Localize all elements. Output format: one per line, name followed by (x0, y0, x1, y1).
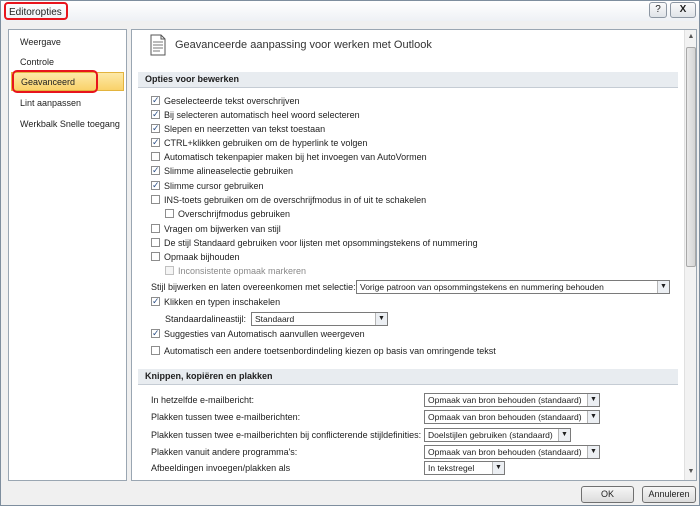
checkbox (165, 266, 174, 275)
sidebar-item-lint-aanpassen[interactable]: Lint aanpassen (20, 98, 82, 108)
option-drag-drop[interactable]: ✓Slepen en neerzetten van tekst toestaan (151, 123, 325, 136)
document-icon (149, 34, 167, 56)
checkbox[interactable] (151, 166, 160, 175)
checkbox[interactable] (151, 152, 160, 161)
checkbox[interactable] (151, 346, 160, 355)
option-normal-style-lists[interactable]: De stijl Standaard gebruiken voor lijsten met opsommingstekens of nummering (151, 237, 478, 250)
selection-highlight-outline (12, 70, 98, 93)
option-keyboard-switch[interactable]: Automatisch een andere toetsenbordindeling kiezen op basis van omringende tekst (151, 345, 496, 358)
checkbox[interactable] (165, 209, 174, 218)
checkbox[interactable] (151, 138, 160, 147)
close-button[interactable]: X (670, 2, 696, 18)
ok-button[interactable]: OK (581, 486, 634, 503)
clipboard-conflict-label: Plakken tussen twee e-mailberichten bij conflicterende stijldefinities: (151, 430, 422, 440)
option-overtype-mode[interactable]: Overschrijfmodus gebruiken (165, 208, 290, 221)
cancel-button[interactable]: Annuleren (642, 486, 696, 503)
clipboard-between-messages-label: Plakken tussen twee e-mailberichten: (151, 412, 301, 422)
checkbox[interactable] (151, 238, 160, 247)
clipboard-between-messages-dropdown[interactable]: Opmaak van bron behouden (standaard) ▼ (424, 410, 600, 424)
scroll-up-arrow-icon[interactable]: ▲ (687, 33, 695, 40)
checkbox[interactable] (151, 224, 160, 233)
scrollbar-thumb[interactable] (686, 47, 696, 267)
chevron-down-icon: ▼ (587, 411, 599, 423)
option-smart-cursor[interactable]: ✓Slimme cursor gebruiken (151, 180, 264, 193)
chevron-down-icon: ▼ (492, 462, 504, 474)
option-ins-key[interactable]: INS-toets gebruiken om de overschrijfmodus in of uit te schakelen (151, 194, 426, 207)
default-paragraph-dropdown[interactable]: Standaard ▼ (251, 312, 388, 326)
style-update-dropdown[interactable]: Vorige patroon van opsommingstekens en nummering behouden ▼ (356, 280, 670, 294)
option-prompt-style-update[interactable]: Vragen om bijwerken van stijl (151, 223, 281, 236)
chevron-down-icon: ▼ (587, 446, 599, 458)
checkbox[interactable] (151, 110, 160, 119)
sidebar-item-geavanceerd[interactable]: Geavanceerd (11, 72, 124, 91)
chevron-down-icon: ▼ (558, 429, 570, 441)
option-drawing-canvas[interactable]: Automatisch tekenpapier maken bij het invoegen van AutoVormen (151, 151, 427, 164)
title-bar (1, 1, 699, 21)
option-smart-paragraph[interactable]: ✓Slimme alineaselectie gebruiken (151, 165, 293, 178)
checkbox[interactable] (151, 252, 160, 261)
style-update-label: Stijl bijwerken en laten overeenkomen met selectie: (151, 282, 356, 292)
clipboard-same-message-label: In hetzelfde e-mailbericht: (151, 395, 255, 405)
clipboard-other-programs-dropdown[interactable]: Opmaak van bron behouden (standaard) ▼ (424, 445, 600, 459)
options-panel (131, 29, 697, 481)
checkbox[interactable] (151, 124, 160, 133)
chevron-down-icon: ▼ (657, 281, 669, 293)
option-click-and-type[interactable]: ✓Klikken en typen inschakelen (151, 296, 280, 309)
clipboard-images-label: Afbeeldingen invoegen/plakken als (151, 463, 291, 473)
option-overwrite-selection[interactable]: ✓Geselecteerde tekst overschrijven (151, 95, 300, 108)
category-sidebar (8, 29, 127, 481)
vertical-scrollbar[interactable] (684, 30, 696, 480)
clipboard-other-programs-label: Plakken vanuit andere programma's: (151, 447, 298, 457)
chevron-down-icon: ▼ (375, 313, 387, 325)
checkbox[interactable] (151, 96, 160, 105)
option-mark-inconsistencies: Inconsistente opmaak markeren (165, 265, 306, 278)
sidebar-item-weergave[interactable]: Weergave (20, 37, 61, 47)
option-select-whole-word[interactable]: ✓Bij selecteren automatisch heel woord selecteren (151, 109, 360, 122)
checkbox[interactable] (151, 329, 160, 338)
chevron-down-icon: ▼ (587, 394, 599, 406)
checkbox[interactable] (151, 297, 160, 306)
clipboard-conflict-dropdown[interactable]: Doelstijlen gebruiken (standaard) ▼ (424, 428, 571, 442)
page-heading: Geavanceerde aanpassing voor werken met Outlook (175, 39, 432, 51)
clipboard-images-dropdown[interactable]: In tekstregel ▼ (424, 461, 505, 475)
section-header-clipboard: Knippen, kopiëren en plakken (138, 369, 678, 385)
sidebar-item-werkbalk-snelle-toegang[interactable]: Werkbalk Snelle toegang (20, 119, 120, 129)
checkbox[interactable] (151, 181, 160, 190)
option-autocomplete[interactable]: ✓Suggesties van Automatisch aanvullen weergeven (151, 328, 365, 341)
help-button[interactable]: ? (649, 2, 667, 18)
option-ctrl-click[interactable]: ✓CTRL+klikken gebruiken om de hyperlink te volgen (151, 137, 367, 150)
default-paragraph-label: Standaardalineastijl: (165, 314, 247, 324)
section-header-edit: Opties voor bewerken (138, 72, 678, 88)
clipboard-same-message-dropdown[interactable]: Opmaak van bron behouden (standaard) ▼ (424, 393, 600, 407)
sidebar-item-controle[interactable]: Controle (20, 57, 55, 67)
option-track-formatting[interactable]: Opmaak bijhouden (151, 251, 240, 264)
checkbox[interactable] (151, 195, 160, 204)
window-title: Editoropties (4, 2, 68, 20)
scroll-down-arrow-icon[interactable]: ▼ (687, 468, 695, 475)
